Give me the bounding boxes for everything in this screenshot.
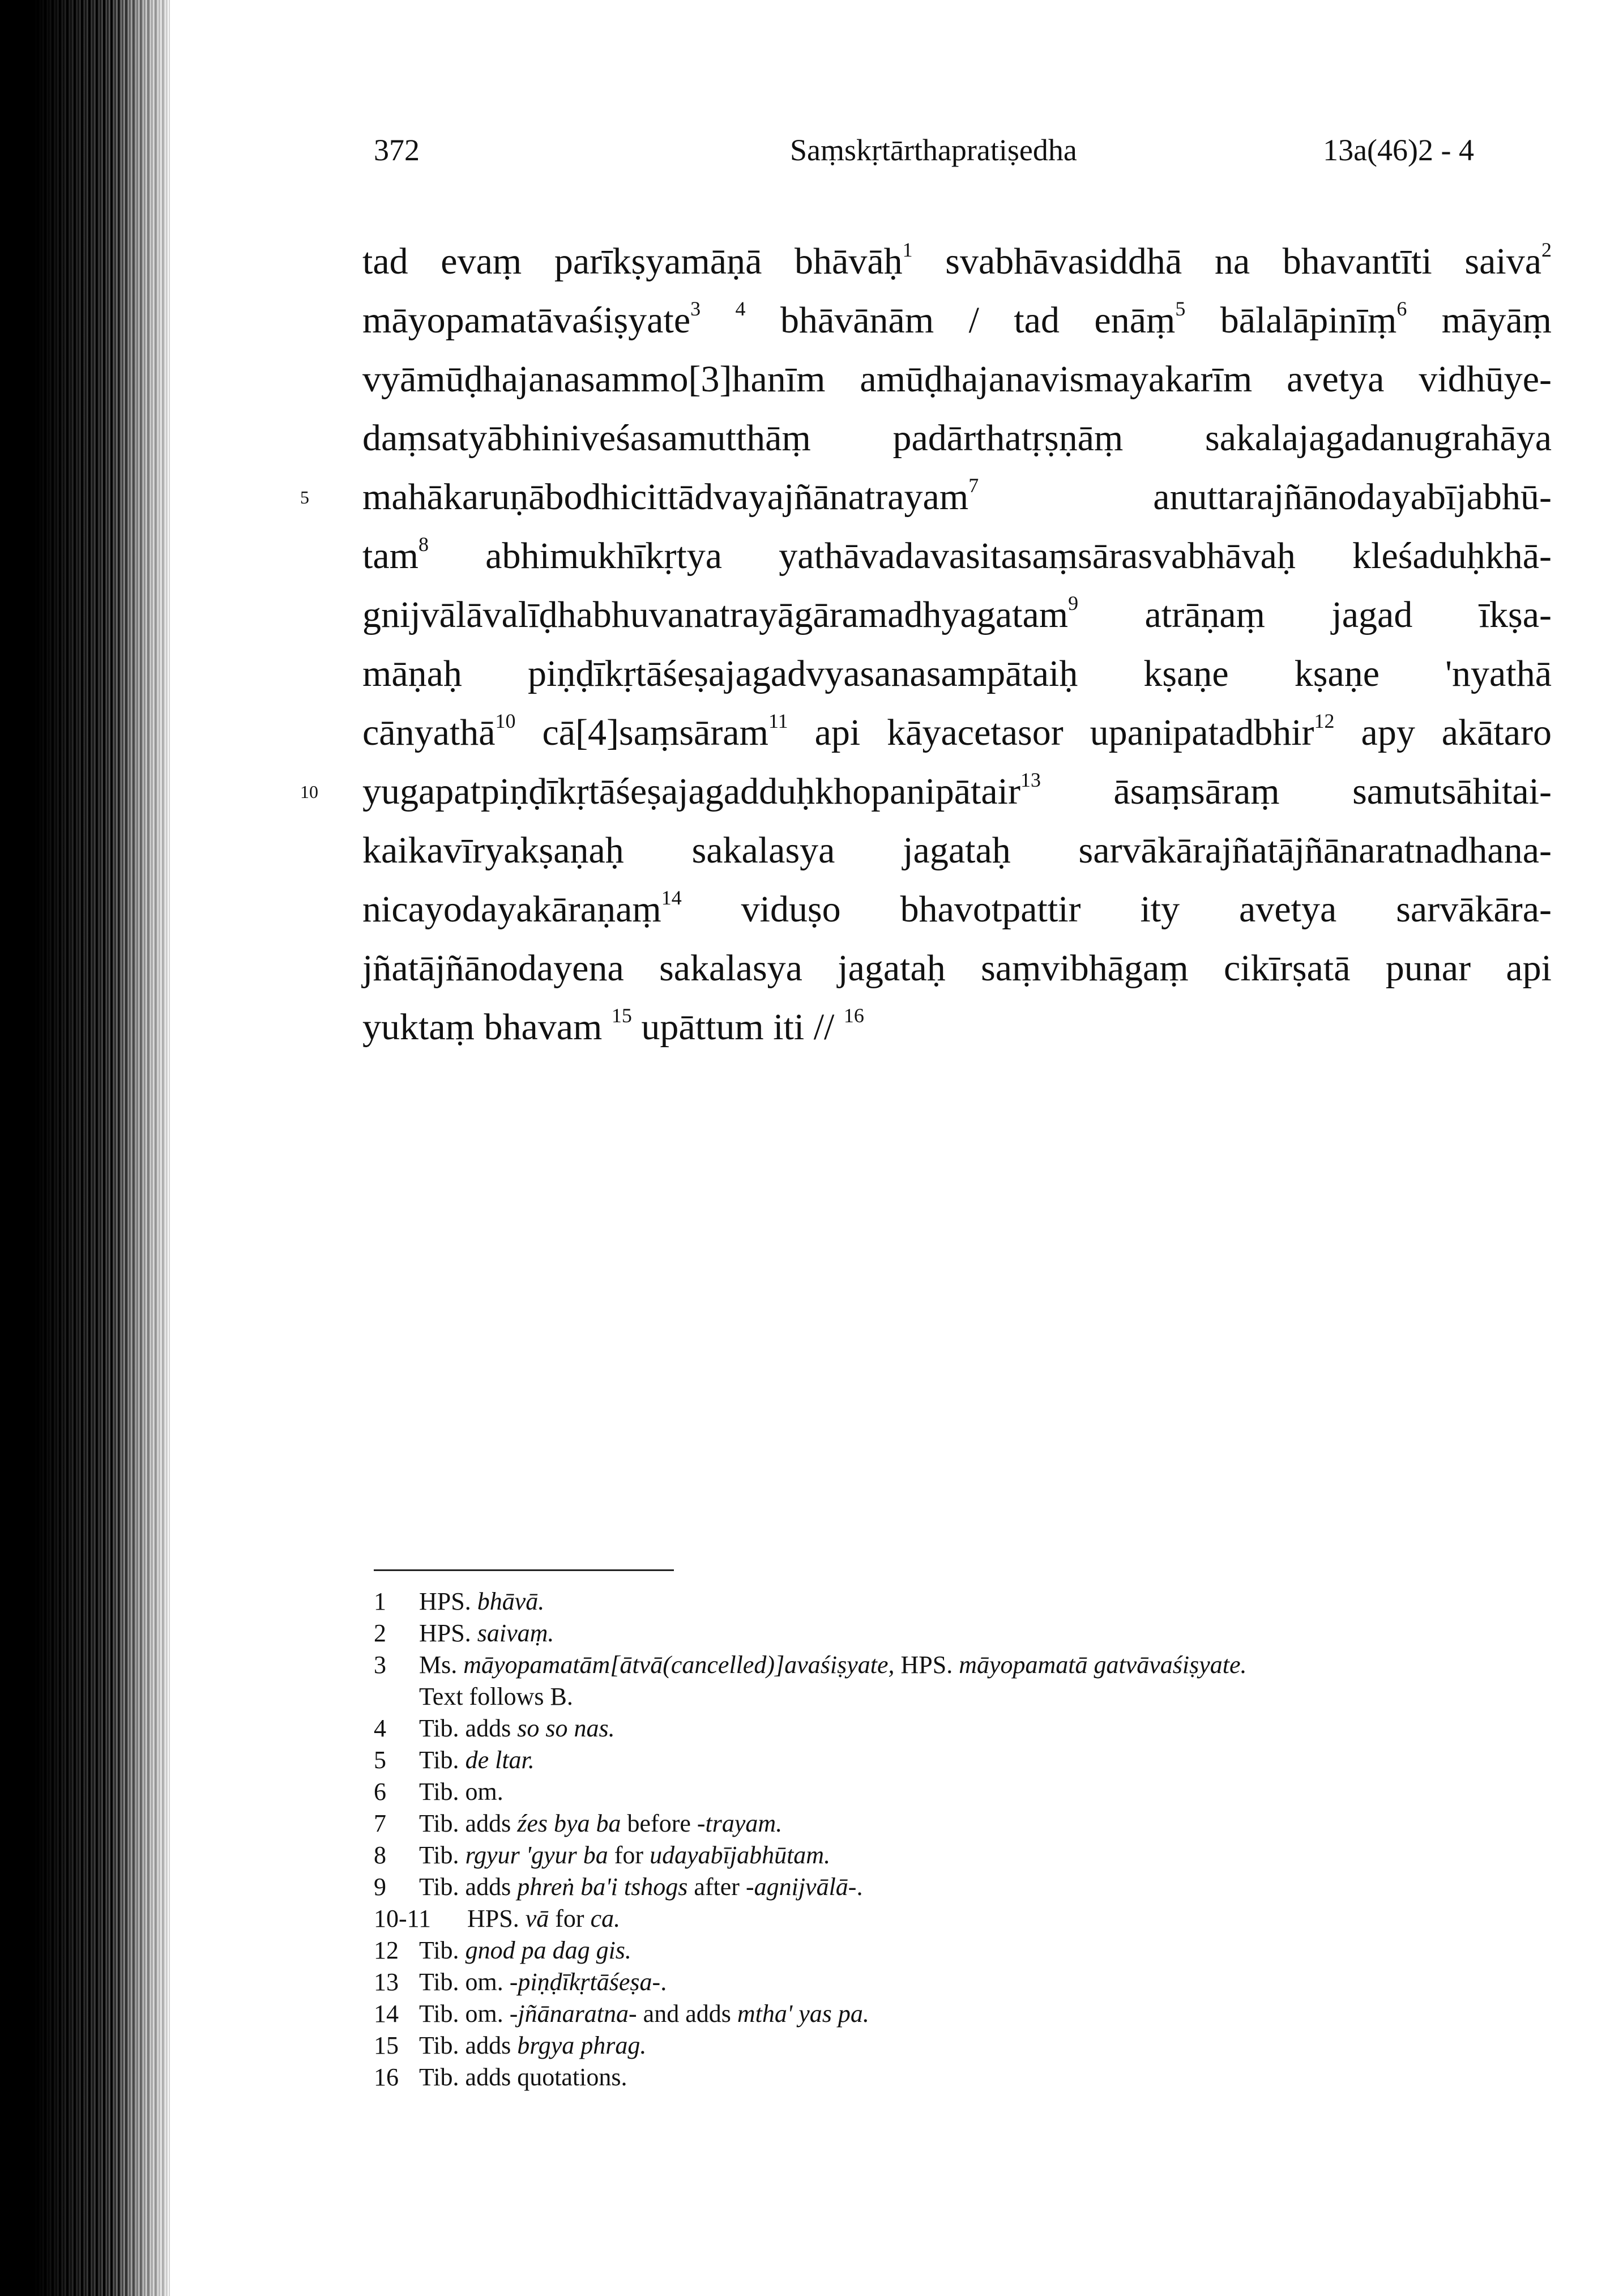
footnote-italic: -piṇḍīkṛtāśeṣa- (509, 1968, 661, 1996)
footnote-italic: -jñānaratna- (509, 2000, 637, 2028)
footnote-roman: before (621, 1810, 697, 1837)
text-segment: vyāmūḍhajanasammo[3]hanīm amūḍhajanavismayakarīm avetya vidhūye- (362, 359, 1552, 400)
text-segment: atrāṇaṃ jagad īkṣa- (1078, 594, 1552, 635)
footnote-italic: -agnijvālā- (745, 1873, 857, 1901)
text-line (300, 762, 1552, 821)
footnote-marker: 1 (902, 238, 913, 261)
footnote-roman: Tib. (419, 1841, 465, 1869)
footnote-marker: 13 (1020, 769, 1041, 791)
text-segment: bālalāpinīṃ (1185, 300, 1397, 341)
footnote-text (419, 1776, 503, 1808)
text-segment: viduṣo bhavotpattir ity avetya sarvākāra- (681, 889, 1552, 930)
text-segment: anuttarajñānodayabījabhū- (979, 476, 1552, 518)
footnote-marker: 6 (1396, 297, 1407, 320)
footnote-marker: 16 (843, 1004, 864, 1027)
text-line (362, 703, 1552, 762)
footnote-roman: Tib. adds (419, 1714, 518, 1742)
footnote-marker: 4 (735, 297, 746, 320)
footnote-text (419, 1649, 1247, 1681)
text-segment: tad evaṃ parīkṣyamāṇā bhāvāḥ (362, 241, 903, 282)
text-line (362, 939, 1552, 998)
footnote-marker: 7 (968, 474, 979, 497)
text-segment: svabhāvasiddhā na bhavantīti saiva (912, 241, 1541, 282)
footnote-marker: 15 (611, 1004, 632, 1027)
text-line (362, 350, 1552, 409)
footnote-roman: for (608, 1841, 650, 1869)
text-segment: māṇaḥ piṇḍīkṛtāśeṣajagadvyasanasampātaiḥ kṣaṇe kṣaṇe 'nyathā (362, 653, 1552, 694)
footnote-italic: māyopamatām[ātvā(cancelled)]avaśiṣyate, (463, 1651, 895, 1679)
text-segment: kaikavīryakṣaṇaḥ sakalasya jagataḥ sarvākārajñatājñānaratnadhana- (362, 830, 1552, 871)
footnote-marker: 8 (418, 533, 429, 556)
footnote-marker: 5 (1175, 297, 1186, 320)
spine-fade (113, 0, 176, 2296)
text-segment: āsaṃsāraṃ samutsāhitai- (1040, 771, 1552, 812)
text-segment: jñatājñānodayena sakalasya jagataḥ saṃvibhāgaṃ cikīrṣatā punar api (362, 948, 1552, 989)
footnote-marker: 2 (1541, 238, 1552, 261)
footnote-text (419, 1808, 782, 1840)
footnote-roman: after (687, 1873, 746, 1901)
text-line (362, 821, 1552, 880)
footnote-text (419, 2062, 627, 2093)
footnote-continuation: Text follows B. (419, 1683, 573, 1710)
footnote-text (419, 1840, 830, 1871)
footnote: 8 Tib. rgyur 'gyur ba for udayabījabhūtam. (374, 1840, 1563, 1871)
section-reference: 13a(46)2 - 4 (1323, 133, 1474, 167)
page-header (0, 130, 1623, 176)
footnote-text (419, 1713, 615, 1744)
footnote-roman: and adds (637, 2000, 737, 2028)
footnote-italic: ca. (590, 1905, 621, 1932)
footnote-roman: Tib. om. (419, 1968, 510, 1996)
running-title: Saṃskṛtārthapratiṣedha (790, 133, 1077, 167)
text-segment: api kāyacetasor upanipatadbhir (788, 712, 1314, 753)
footnote: 4 Tib. adds so so nas. (374, 1713, 1563, 1744)
footnote-italic: gnod pa dag gis. (465, 1936, 631, 1964)
line-number: 5 (300, 487, 309, 507)
footnote-roman: Ms. (419, 1651, 464, 1679)
text-segment (701, 300, 735, 341)
footnote-italic: udayabījabhūtam. (650, 1841, 831, 1869)
main-text (300, 232, 1552, 1057)
text-segment: yugapatpiṇḍīkṛtāśeṣajagadduḥkhopanipātair (362, 771, 1020, 812)
footnote-roman: . (856, 1873, 863, 1901)
footnote-text (419, 2030, 646, 2062)
footnote: 7 Tib. adds źes bya ba before -trayam. (374, 1808, 1563, 1840)
footnote-roman: HPS. (467, 1905, 526, 1932)
text-segment: apy akātaro (1334, 712, 1552, 753)
footnote-roman: Tib. adds (419, 1810, 518, 1837)
footnote-italic: saivaṃ. (477, 1619, 554, 1647)
text-line (362, 586, 1552, 645)
footnote-text (419, 1586, 544, 1618)
footnote-italic: mtha' yas pa. (737, 2000, 869, 2028)
footnote: 9 Tib. adds phreṅ ba'i tshogs after -agnijvālā-. (374, 1871, 1563, 1903)
text-line (362, 232, 1552, 291)
text-segment: cā[4]saṃsāram (515, 712, 768, 753)
text-line (362, 645, 1552, 703)
footnote-text (374, 1903, 620, 1935)
text-segment: gnijvālāvalīḍhabhuvanatrayāgāramadhyagatam (362, 594, 1069, 635)
text-segment: māyāṃ (1407, 300, 1552, 341)
footnote-roman: . (660, 1968, 667, 1996)
footnote-roman: Tib. (419, 1936, 465, 1964)
footnote-roman: Tib. om. (419, 1778, 503, 1806)
footnote: 15 Tib. adds brgya phrag. (374, 2030, 1563, 2062)
footnote-roman: Tib. adds quotations. (419, 2063, 627, 2091)
footnote-roman: for (549, 1905, 591, 1932)
footnote-rule (374, 1569, 674, 1571)
footnote-text (419, 1935, 631, 1966)
footnote-marker: 10 (495, 710, 516, 732)
footnote: 2 HPS. saivaṃ. (374, 1618, 1563, 1649)
text-segment: tam (362, 535, 418, 577)
text-segment: daṃsatyābhiniveśasamutthāṃ padārthatṛṣṇāṃ sakalajagadanugrahāya (362, 417, 1552, 459)
text-line (362, 291, 1552, 350)
text-segment: nicayodayakāraṇaṃ (362, 889, 661, 930)
footnote: 12 Tib. gnod pa dag gis. (374, 1935, 1563, 1966)
footnote-text (419, 1998, 869, 2030)
text-segment: abhimukhīkṛtya yathāvadavasitasaṃsārasvabhāvaḥ kleśaduḥkhā- (428, 535, 1552, 577)
footnote: 3 Ms. māyopamatām[ātvā(cancelled)]avaśiṣyate, HPS. māyopamatā gatvāvaśiṣyate. Text follows B. (374, 1649, 1563, 1713)
footnote-italic: rgyur 'gyur ba (465, 1841, 608, 1869)
footnote: 1 HPS. bhāvā. (374, 1586, 1563, 1618)
footnotes (374, 1586, 1563, 2093)
footnote-roman: Tib. adds (419, 2032, 518, 2059)
footnote-text (419, 1871, 862, 1903)
footnote-roman: Tib. om. (419, 2000, 510, 2028)
footnote-text (419, 1966, 667, 1998)
footnote-italic: vā (525, 1905, 549, 1932)
footnote-marker: 11 (768, 710, 788, 732)
text-segment: māyopamatāvaśiṣyate (362, 300, 691, 341)
line-number: 10 (300, 782, 318, 802)
footnote-roman: Tib. adds (419, 1873, 518, 1901)
footnote-italic: de ltar. (465, 1746, 535, 1774)
text-line (300, 468, 1552, 527)
footnote-marker: 14 (661, 886, 682, 909)
footnote-roman: HPS. (419, 1587, 477, 1615)
footnote-italic: źes bya ba (517, 1810, 621, 1837)
footnote: 13 Tib. om. -piṇḍīkṛtāśeṣa-. (374, 1966, 1563, 1998)
text-segment: mahākaruṇābodhicittādvayajñānatrayam (362, 476, 969, 518)
page-number: 372 (374, 133, 420, 167)
footnote-text (419, 1618, 554, 1649)
footnote-marker: 9 (1068, 592, 1079, 614)
text-line (362, 527, 1552, 586)
footnote-italic: brgya phrag. (517, 2032, 647, 2059)
footnote-marker: 12 (1314, 710, 1335, 732)
footnote-text (419, 1744, 535, 1776)
footnote-italic: phreṅ ba'i tshogs (517, 1873, 688, 1901)
footnote-roman: HPS. (419, 1619, 477, 1647)
text-segment: upāttum iti // (631, 1006, 844, 1048)
footnote: 10-11 HPS. vā for ca. (374, 1903, 1563, 1935)
footnote-roman: HPS. (894, 1651, 959, 1679)
footnote-italic: so so nas. (517, 1714, 615, 1742)
footnote: 16 Tib. adds quotations. (374, 2062, 1563, 2093)
text-segment: yuktaṃ bhavam (362, 1006, 612, 1048)
footnote-italic: bhāvā. (477, 1587, 545, 1615)
text-line (362, 409, 1552, 468)
text-line (362, 998, 1552, 1057)
footnote: 5 Tib. de ltar. (374, 1744, 1563, 1776)
footnote-italic: māyopamatā gatvāvaśiṣyate. (959, 1651, 1247, 1679)
footnote: 6 Tib. om. (374, 1776, 1563, 1808)
text-line (362, 880, 1552, 939)
footnote: 14 Tib. om. -jñānaratna- and adds mtha' yas pa. (374, 1998, 1563, 2030)
footnote-marker: 3 (690, 297, 701, 320)
footnote-italic: -trayam. (697, 1810, 783, 1837)
text-segment: bhāvānām / tad enāṃ (745, 300, 1176, 341)
footnote-roman: Tib. (419, 1746, 465, 1774)
text-segment: cānyathā (362, 712, 496, 753)
